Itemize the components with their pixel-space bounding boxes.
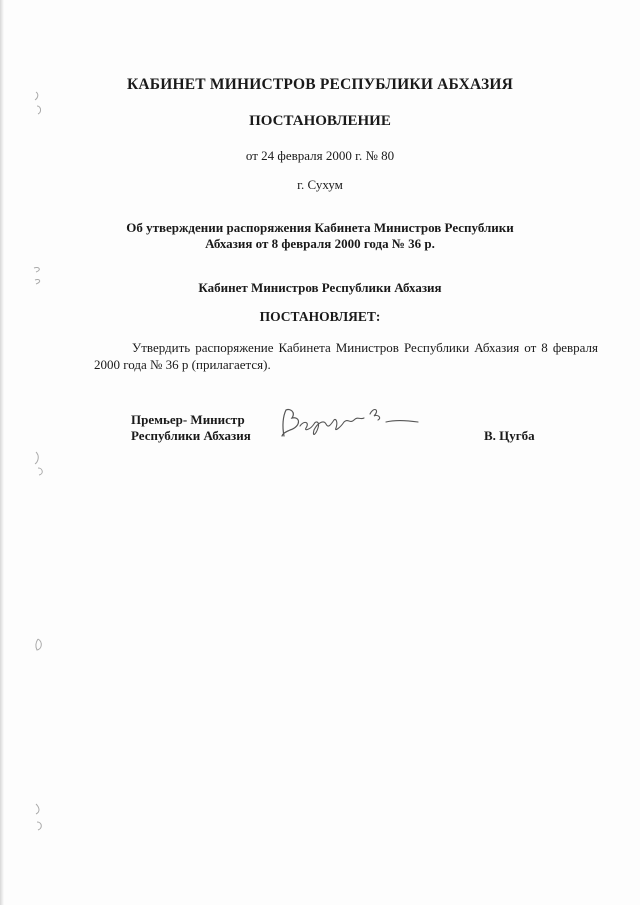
organization-heading: КАБИНЕТ МИНИСТРОВ РЕСПУБЛИКИ АБХАЗИЯ: [126, 76, 514, 93]
subject-line-2: Абхазия от 8 февраля 2000 года № 36 р.: [205, 236, 435, 251]
signatory-title: [131, 412, 251, 444]
handwritten-signature: [270, 400, 430, 450]
binder-hole-mark-icon: [30, 800, 52, 836]
subject-block: [0, 220, 640, 252]
binder-hole-mark-icon: [30, 636, 50, 656]
binder-hole-mark-icon: [30, 88, 50, 120]
document-type-heading: ПОСТАНОВЛЕНИЕ: [249, 113, 391, 129]
date-and-number: от 24 февраля 2000 г. № 80: [245, 148, 395, 163]
issuer-line: Кабинет Министров Республики Абхазия: [198, 280, 442, 295]
decree-body-text: Утвердить распоряжение Кабинета Министров Республики Абхазия от 8 февраля 2000 года № 36 р (прилагается).: [94, 340, 598, 372]
city-line: г. Сухум: [297, 177, 343, 192]
binder-hole-mark-icon: [30, 448, 52, 478]
decrees-line: ПОСТАНОВЛЯЕТ:: [259, 309, 381, 324]
binder-hole-mark-icon: [30, 262, 50, 288]
signatory-name: В. Цугба: [484, 428, 535, 443]
subject-line-1: Об утверждении распоряжения Кабинета Министров Республики: [126, 220, 514, 235]
signatory-title-line-2: Республики Абхазия: [131, 428, 251, 443]
page-edge-shadow: [0, 0, 4, 905]
signatory-title-line-1: Премьер- Министр: [131, 412, 245, 427]
